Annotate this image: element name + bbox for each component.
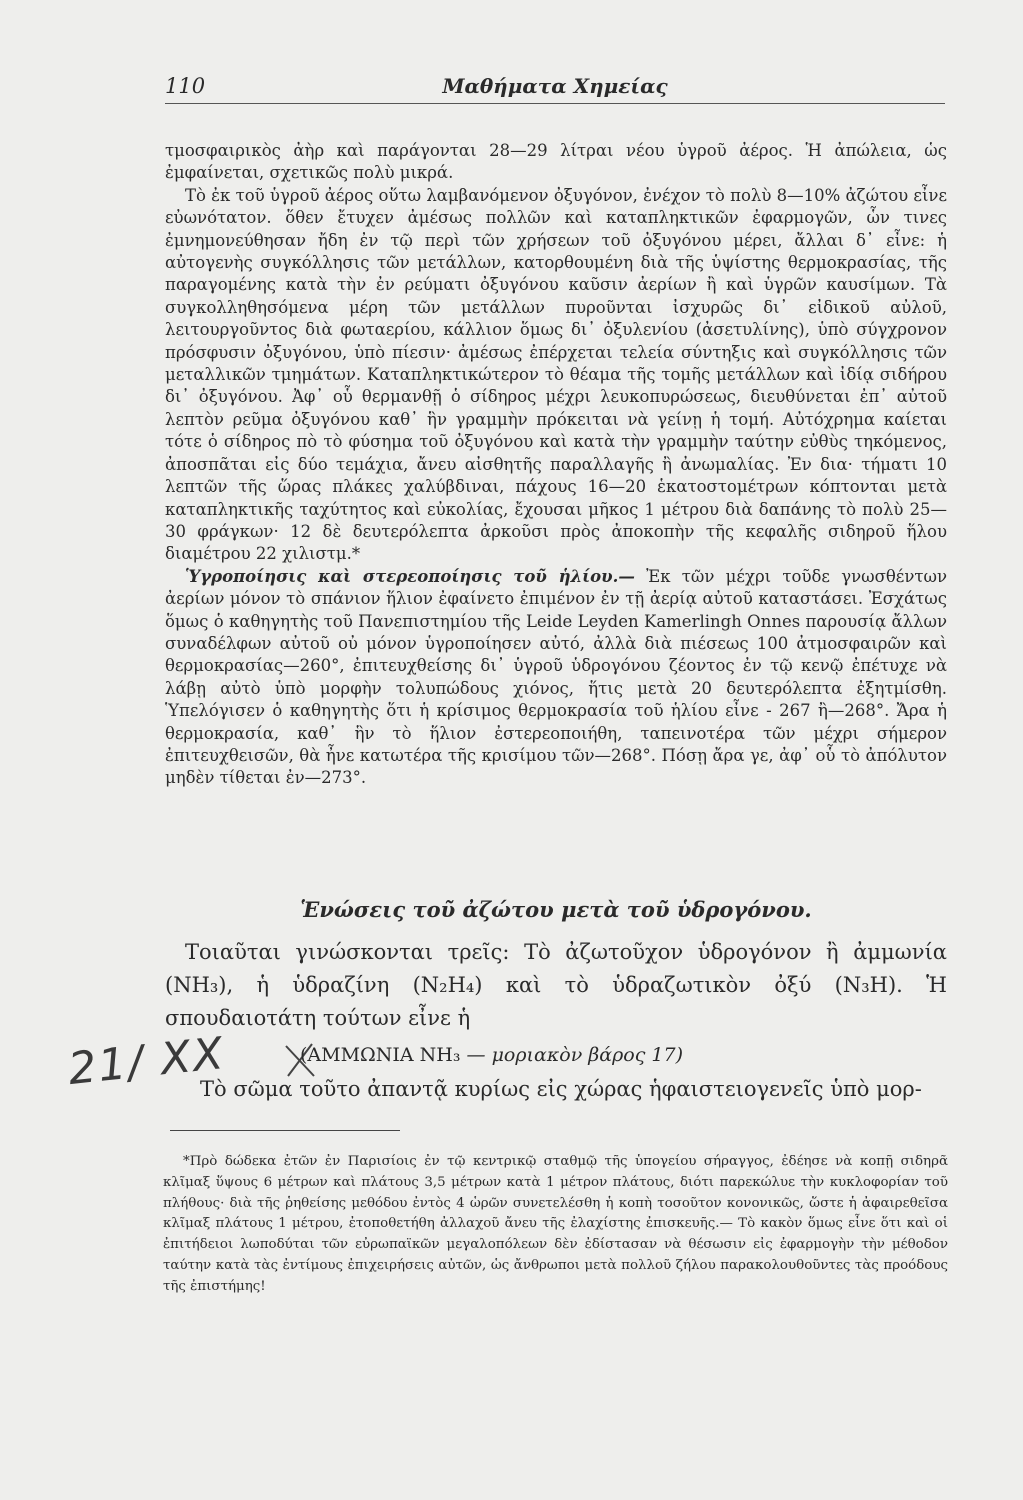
handwritten-note: 21/ XX (65, 1027, 228, 1096)
paragraph-oxygen-welding: Τὸ ἐκ τοῦ ὑγροῦ ἀέρος οὕτω λαμβανόμενον ὀξυγόνον, ἐνέχον τὸ πολὺ 8—10% ἀζώτου εἶνε εὐωνότατον. ὅθεν ἔτυχεν ἀμέσως πολλῶν καὶ καταπληκτικῶν ἐφαρμογῶν, ὧν τινες ἐμνημονεύθησαν ἤδη ἐν τῷ περὶ τῶν χρήσεων τοῦ ὀξυγόνου μέρει, ἄλλαι δ᾽ εἶνε: ἡ αὐτογενὴς συγκόλλησις τῶν μετάλλων, κατορθουμένη διὰ τῆς ὑψίστης θερμοκρασίας, τῆς παραγομένης κατὰ τὴν ἐν ρεύματι ὀξυγόνου καῦσιν ἀερίων ἢ καὶ ὑγρῶν καυσίμων. Τὰ συγκολληθησόμενα μέρη τῶν μετάλλων πυροῦνται ἰσχυρῶς δι᾽ εἰδικοῦ αὐλοῦ, λειτουργοῦντος διὰ φωταερίου, κάλλιον ὅμως δι᾽ ὀξυλενίου (ἀσετυλίνης), ὑπὸ σύγχρονον πρόσφυσιν ὀξυγόνου, ὑπὸ πίεσιν· ἀμέσως ἐπέρχεται τελεία σύντηξις καὶ συγκόλλησις τῶν μεταλλικῶν τμημάτων. Καταπληκτικώτερον τὸ θέαμα τῆς τομῆς μετάλλων καὶ ἰδίᾳ σιδήρου δι᾽ ὀξυγόνου. Ἀφ᾽ οὗ θερμανθῇ ὁ σίδηρος μέχρι λευκοπυρώσεως, διευθύνεται ἐπ᾽ αὐτοῦ λεπτὸν ρεῦμα ὀξυγόνου καθ᾽ ἣν γραμμὴν πρόκειται νὰ γείνῃ ἡ τομή. Αὐτόχρημα καίεται τότε ὁ σίδηρος πὸ τὸ φύσημα τοῦ ὀξυγόνου καὶ κατὰ τὴν γραμμὴν ταύτην εὐθὺς τηκόμενος, ἀποσπᾶται εἰς δύο τεμάχια, ἄνευ αἰσθητῆς παραλλαγῆς ἢ ἀνωμαλίας. Ἐν δια· τήματι 10 λεπτῶν τῆς ὥρας πλάκες χαλύβδιναι, πάχους 16—20 ἑκατοστομέτρων κόπτονται μετὰ καταπληκτικῆς ταχύτητος καὶ εὐκολίας, ἔχουσαι μῆκος 1 μέτρου διὰ δαπάνης τὸ πολὺ 25—30 φράγκων· 12 δὲ δευτερόλεπτα ἀρκοῦσι πρὸς ἀποκοπὴν τῆς κεφαλῆς σιδηροῦ ἥλου διαμέτρου 22 χιλιστμ.* (165, 185, 947, 564)
header-rule (165, 103, 945, 104)
section-heading: Ἑνώσεις τοῦ ἀζώτου μετὰ τοῦ ὑδρογόνου. (300, 897, 812, 922)
helium-text: Ἐκ τῶν μέχρι τοῦδε γνωσθέντων ἀερίων μόνον τὸ σπάνιον ἥλιον ἐφαίνετο ἐπιμένον ἐν τῇ ἀερίᾳ αὐτοῦ καταστάσει. Ἐσχάτως ὅμως ὁ καθηγητὴς τοῦ Πανεπιστημίου τῆς Leide Leyden Kamerlingh Onnes παρουσίᾳ ἄλλων συναδέλφων αὐτοῦ οὐ μόνον ὑγροποίησεν αὐτό, ἀλλὰ διὰ πιέσεως 100 ἀτμοσφαιρῶν καὶ θερμοκρασίας—260°, ἐπιτευχθείσης δι᾽ ὑγροῦ ὑδρογόνου ζέοντος ἐν τῷ κενῷ ἐπέτυχε νὰ λάβῃ αὐτὸ ὑπὸ μορφὴν τολυπώδους χιόνος, ἥτις μετὰ 20 δευτερόλεπτα ἐξητμίσθη. Ὑπελόγισεν ὁ καθηγητὴς ὅτι ἡ κρίσιμος θερμοκρασία τοῦ ἡλίου εἶνε - 267 ἢ—268°. Ἄρα ἡ θερμοκρασία, καθ᾽ ἣν τὸ ἥλιον ἐστερεοποιήθη, ταπεινοτέρα τῶν μέχρι σήμερον ἐπιτευχθεισῶν, θὰ ἦνε κατωτέρα τῆς κρισίμου τῶν—268°. Πόσῃ ἄρα γε, ἀφ᾽ οὗ τὸ ἀπόλυτον μηδὲν τίθεται ἐν—273°. (165, 566, 947, 788)
section-intro (165, 936, 947, 1035)
section-paragraph: Τοιαῦται γινώσκονται τρεῖς: Τὸ ἀζωτοῦχον ὑδρογόνον ἢ ἀμμωνία (NH₃), ἡ ὑδραζίνη (N₂H₄) καὶ τὸ ὑδραζωτικὸν ὀξύ (N₃H). Ἡ σπουδαιοτάτη τούτων εἶνε ἡ (165, 940, 947, 1030)
ammonia-continuation: Τὸ σῶμα τοῦτο ἀπαντᾷ κυρίως εἰς χώρας ἡφαιστειογενεῖς ὑπὸ μορ- (200, 1077, 922, 1101)
body-text (165, 140, 947, 790)
footnote-rule (170, 1130, 400, 1131)
footnote (163, 1152, 948, 1298)
ammonia-molecular-weight: — μοριακὸν βάρος 17) (466, 1044, 684, 1066)
paragraph-intro: τμοσφαιρικὸς ἀὴρ καὶ παράγονται 28—29 λίτραι νέου ὑγροῦ ἀέρος. Ἡ ἀπώλεια, ὡς ἐμφαίνεται, σχετικῶς πολὺ μικρά. (165, 141, 947, 183)
helium-lead: Ὑγροποίησις καὶ στερεοποίησις τοῦ ἡλίου.— (185, 566, 635, 586)
footnote-text: *Πρὸ δώδεκα ἐτῶν ἐν Παρισίοις ἐν τῷ κεντρικῷ σταθμῷ τῆς ὑπογείου σήραγγος, ἐδέησε νὰ κοπῇ σιδηρᾶ κλῖμαξ ὕψους 6 μέτρων καὶ πλάτους 3,5 μέτρων κατὰ 1 μέτρον πλάτους, διότι παρεκώλυε τὴν κυκλοφορίαν τοῦ πλήθους· διὰ τῆς ῥηθείσης μεθόδου ἐντὸς 4 ὡρῶν συνετελέσθη ἡ κοπὴ τοσοῦτον κονονικῶς, ὥστε ἡ ἀφαιρεθεῖσα κλῖμαξ πλάτους 1 μέτρου, ἐτοποθετήθη ἀλλαχοῦ ἄνευ τῆς ἐλαχίστης ἐπισκευῆς.— Τὸ κακὸν ὅμως εἶνε ὅτι καὶ οἱ ἐπιτήδειοι λωποδύται τῶν εὐρωπαϊκῶν μεγαλοπόλεων δὲν ἐδίστασαν νὰ θέσωσιν εἰς ἐφαρμογὴν τὴν μέθοδον ταύτην κατὰ τὰς ἐντίμους ἐπιχειρήσεις αὐτῶν, ὡς ἄνθρωποι μετὰ πολλοῦ ζήλου παρακολουθοῦντες τὰς προόδους τῆς ἐπιστήμης! (163, 1154, 948, 1294)
running-title: Μαθήματα Χημείας (442, 74, 668, 98)
page-header (165, 74, 945, 104)
paragraph-helium (165, 566, 947, 790)
page-number: 110 (165, 74, 206, 98)
ammonia-heading (300, 1044, 683, 1066)
ammonia-name: (ΑΜΜΩΝΙΑ NH₃ (300, 1044, 461, 1066)
